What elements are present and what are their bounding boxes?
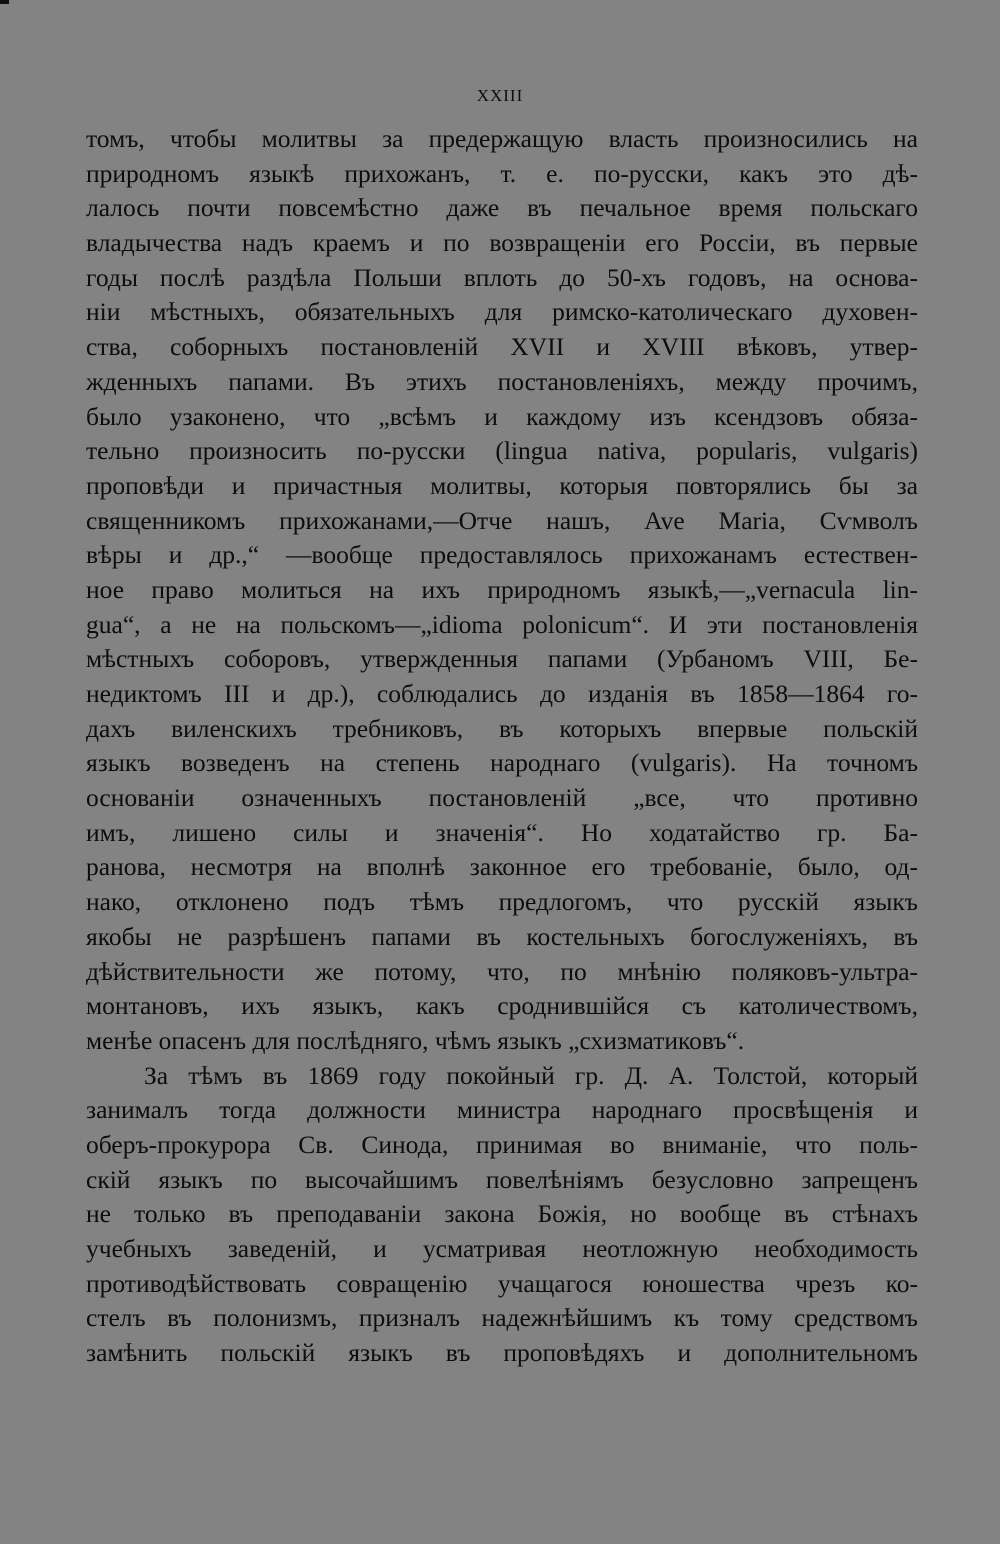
text-line: дѣйствительности же потому, что, по мнѣнію поляковъ-ультра- [86,956,918,986]
text-line: не только въ преподаваніи закона Божія, но вообще въ стѣнахъ [86,1199,918,1229]
text-line: владычества надъ краемъ и по возвращеніи его Россіи, въ первые [86,228,918,258]
text-line: замѣнить польскій языкъ въ проповѣдяхъ и дополнительномъ [86,1338,918,1368]
text-line: стелъ въ полонизмъ, призналъ надежнѣйшимъ къ тому средствомъ [86,1303,918,1333]
text-line: ранова, несмотря на вполнѣ законное его требованіе, было, од- [86,852,918,882]
text-line: недиктомъ III и др.), соблюдались до изданія въ 1858—1864 го- [86,679,918,708]
paragraph-end-line: менѣе опасенъ для послѣдняго, чѣмъ языкъ „схизматиковъ“. [86,1025,745,1055]
text-line: занималъ тогда должности министра народнаго просвѣщенія и [86,1095,918,1125]
text-line: языкъ возведенъ на степень народнаго (vulgaris). На точномъ [86,748,918,778]
text-line: мѣстныхъ соборовъ, утвержденныя папами (Урбаномъ VIII, Бе- [86,644,918,674]
text-line: вѣры и др.,“ —вообще предоставлялось прихожанамъ естествен- [86,540,918,570]
text-line: gua“, а не на польскомъ—„idioma polonicum“. И эти постановленія [86,609,918,639]
text-line: ства, соборныхъ постановленій XVII и XVIII вѣковъ, утвер- [86,332,918,362]
text-line: оберъ-прокурора Св. Синода, принимая во вниманіе, что поль- [86,1129,918,1159]
page-number: XXIII [476,86,524,105]
scan-edge-mark [0,0,9,4]
text-line: тельно произносить по-русски (lingua nativa, popularis, vulgaris) [86,436,918,466]
text-line: якобы не разрѣшенъ папами въ костельныхъ богослуженіяхъ, въ [86,921,918,951]
text-line: дахъ виленскихъ требниковъ, въ которыхъ впервые польскій [86,713,918,743]
text-line: природномъ языкѣ прихожанъ, т. е. по-русски, какъ это дѣ- [86,158,918,188]
body-text [86,122,918,1371]
text-line: священникомъ прихожанами,—Отче нашъ, Ave Maria, Сѵмволъ [86,505,918,535]
text-line: нако, отклонено подъ тѣмъ предлогомъ, что русскій языкъ [86,887,918,917]
text-line: скій языкъ по высочайшимъ повелѣніямъ безусловно запрещенъ [86,1164,918,1194]
text-line: годы послѣ раздѣла Польши вплоть до 50-хъ годовъ, на основа- [86,262,918,292]
text-line: томъ, чтобы молитвы за предержащую власть произносились на [86,124,918,153]
text-line: имъ, лишено силы и значенія“. Но ходатайство гр. Ба- [86,817,918,847]
text-line: монтановъ, ихъ языкъ, какъ сроднившійся съ католичествомъ, [86,991,918,1021]
text-line: жденныхъ папами. Въ этихъ постановленіяхъ, между прочимъ, [86,366,918,396]
paragraph-start-line: За тѣмъ въ 1869 году покойный гр. Д. А. Толстой, который [144,1060,918,1090]
text-line: лалось почти повсемѣстно даже въ печальное время польскаго [86,193,918,223]
text-line: ніи мѣстныхъ, обязательныхъ для римско-католическаго духовен- [86,297,918,327]
text-line: основаніи означенныхъ постановленій „все, что противно [86,783,918,813]
text-line: проповѣди и причастныя молитвы, которыя повторялись бы за [86,470,918,500]
text-line: противодѣйствовать совращенію учащагося юношества чрезъ ко- [86,1268,918,1298]
text-line: ное право молиться на ихъ природномъ языкѣ,—„vernacula lin- [86,574,918,604]
text-line: было узаконено, что „всѣмъ и каждому изъ ксендзовъ обяза- [86,401,918,431]
text-line: учебныхъ заведеній, и усматривая неотложную необходимость [86,1234,918,1263]
